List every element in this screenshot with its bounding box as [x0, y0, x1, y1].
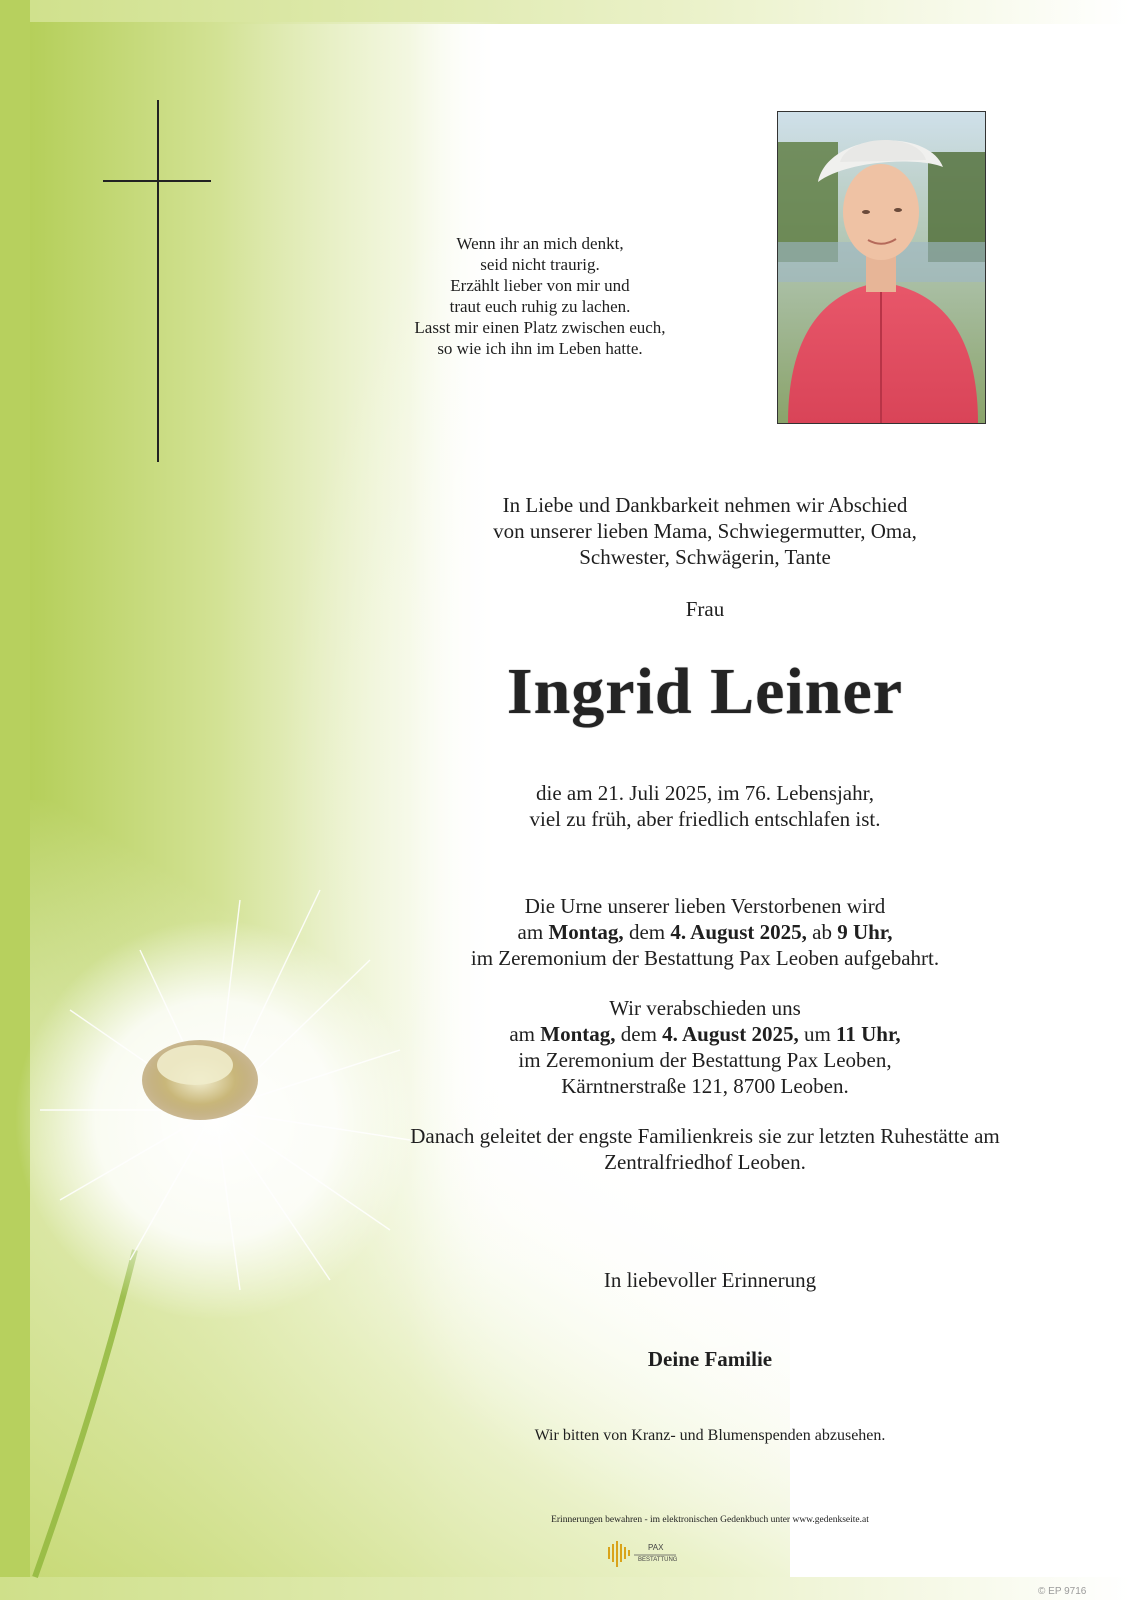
- death-line: viel zu früh, aber friedlich entschlafen ist.: [529, 807, 881, 831]
- death-line: die am 21. Juli 2025, im 76. Lebensjahr,: [535, 781, 875, 805]
- urn-line: am Montag, dem 4. August 2025, ab 9 Uhr,: [517, 920, 893, 944]
- cross-icon-bar: [103, 180, 211, 182]
- poem: [340, 233, 740, 359]
- flowers-note: Wir bitten von Kranz- und Blumenspenden abzusehen.: [534, 1427, 886, 1444]
- urn-viewing-info: [440, 893, 970, 971]
- salutation: Frau: [685, 597, 725, 621]
- burial-line: Zentralfriedhof Leoben.: [604, 1150, 806, 1174]
- digital-guestbook-note: Erinnerungen bewahren - im elektronischen Gedenkbuch unter www.gedenkseite.at: [551, 1515, 869, 1525]
- poem-line: so wie ich ihn im Leben hatte.: [437, 339, 643, 358]
- farewell-line: Kärntnerstraße 121, 8700 Leoben.: [561, 1074, 849, 1098]
- signature: Deine Familie: [647, 1347, 773, 1371]
- logo-text-top: PAX: [648, 1543, 664, 1552]
- burial-info: [385, 1123, 1025, 1175]
- logo-text-bottom: BESTATTUNG: [638, 1557, 678, 1563]
- urn-line: Die Urne unserer lieben Verstorbenen wird: [524, 894, 886, 918]
- poem-line: seid nicht traurig.: [480, 255, 600, 274]
- intro-line: von unserer lieben Mama, Schwiegermutter, Oma,: [493, 519, 917, 543]
- pax-bestattung-logo: [606, 1541, 696, 1569]
- cross-icon: [157, 100, 159, 462]
- intro-line: In Liebe und Dankbarkeit nehmen wir Abschied: [502, 493, 908, 517]
- deceased-name: Ingrid Leiner: [506, 655, 904, 728]
- poem-line: Erzählt lieber von mir und: [450, 276, 630, 295]
- poem-line: Lasst mir einen Platz zwischen euch,: [414, 318, 666, 337]
- intro-line: Schwester, Schwägerin, Tante: [579, 545, 831, 569]
- portrait-photo: [777, 111, 986, 424]
- farewell-line: Wir verabschieden uns: [609, 996, 801, 1020]
- ep-code: © EP 9716: [1038, 1586, 1087, 1597]
- farewell-info: [440, 995, 970, 1099]
- farewell-line: im Zeremonium der Bestattung Pax Leoben,: [518, 1048, 892, 1072]
- intro-text: [440, 492, 970, 570]
- poem-line: Wenn ihr an mich denkt,: [456, 234, 624, 253]
- poem-line: traut euch ruhig zu lachen.: [449, 297, 631, 316]
- burial-line: Danach geleitet der engste Familienkreis sie zur letzten Ruhestätte am: [410, 1124, 1000, 1148]
- urn-line: im Zeremonium der Bestattung Pax Leoben aufgebahrt.: [470, 946, 940, 970]
- closing-text: In liebevoller Erinnerung: [603, 1268, 817, 1292]
- farewell-line: am Montag, dem 4. August 2025, um 11 Uhr,: [509, 1022, 901, 1046]
- death-notice: [460, 780, 950, 832]
